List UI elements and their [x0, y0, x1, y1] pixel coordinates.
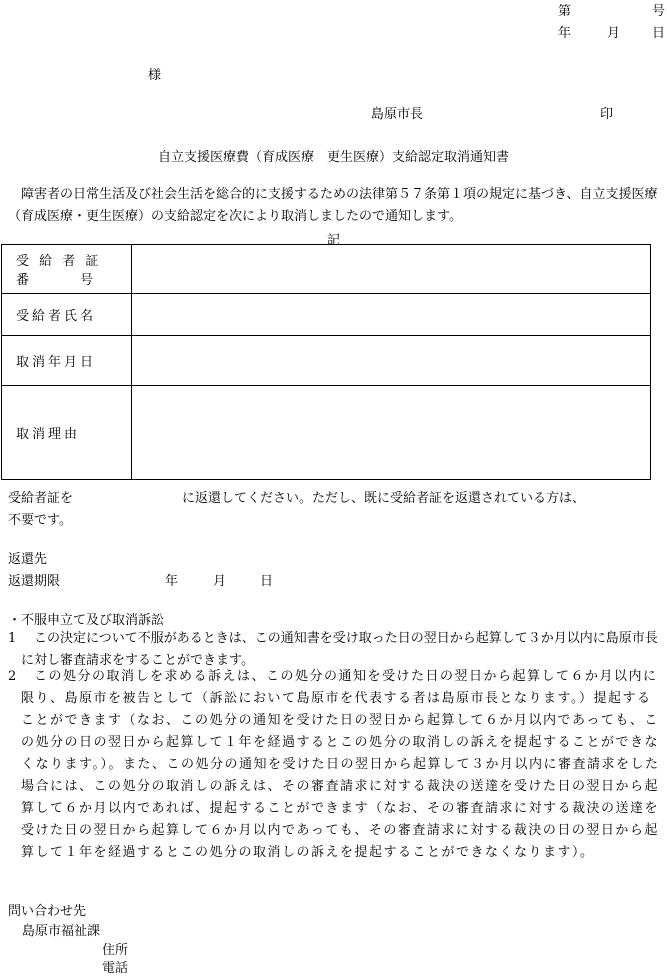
return-notice-end: 不要です。	[8, 513, 72, 528]
number-prefix: 第	[558, 4, 572, 19]
date-month-label: 月	[607, 26, 621, 41]
row-label-recipient-name: 受給者氏名	[2, 294, 132, 336]
recipient-name-value	[132, 294, 651, 336]
date-year-label: 年	[558, 26, 572, 41]
table-row	[2, 294, 651, 336]
contact-department: 島原市福祉課	[22, 924, 101, 939]
table-row	[2, 386, 651, 480]
appeal-item	[8, 666, 663, 864]
ki-heading: 記	[326, 233, 340, 248]
deadline-day-label: 日	[260, 574, 274, 589]
appeal-item-text: この決定について不服があるときは、この通知書を受け取った日の翌日から起算して３か月以内に島原市長に対し審査請求をすることができます。	[21, 631, 658, 668]
appeal-item-text: この処分の取消しを求める訴えは、この処分の通知を受けた日の翌日から起算して６か月以内に限り、島原市を被告として（訴訟において島原市を代表する者は島原市長となります。）提起することができます（なお、この処分の通知を受けた日の翌日から起算して６か月以内であっても、この処分の日の翌日から起算して１年を経過するとこの処分の取消しの訴えを提起することができなくなります。）。また、この処分の通知を受けた日の翌日から起算して３か月以内に審査請求をした場合には、この処分の取消しの訴えは、その審査請求に対する裁決の送達を受けた日の翌日から起算して６か月以内であれば、提起することができます（なお、その審査請求に対する裁決の送達を受けた日の翌日から起算して６か月以内であっても、その審査請求に対する裁決の日の翌日から起算して１年を経過するとこの処分の取消しの訴えを提起することができなくなります）。	[21, 669, 660, 860]
certificate-number-value	[132, 245, 651, 294]
certificate-info-table	[1, 244, 651, 480]
return-destination-label: 返還先	[8, 552, 48, 567]
deadline-year-label: 年	[165, 574, 179, 589]
row-label-cancel-reason: 取消理由	[2, 386, 132, 480]
appeal-item-number: 1	[8, 631, 17, 646]
document-title: 自立支援医療費（育成医療 更生医療）支給認定取消通知書	[157, 150, 509, 165]
contact-heading: 問い合わせ先	[8, 904, 87, 919]
contact-address-label: 住所	[102, 943, 129, 958]
table-row	[2, 245, 651, 294]
label-line: 番 号	[16, 273, 97, 288]
issuer-name: 島原市長	[371, 107, 424, 122]
recipient-suffix: 様	[148, 68, 162, 83]
row-label-certificate-number	[2, 245, 132, 294]
deadline-month-label: 月	[213, 574, 227, 589]
row-label-cancel-date: 取消年月日	[2, 336, 132, 386]
cancel-date-value	[132, 336, 651, 386]
intro-paragraph	[8, 184, 667, 228]
appeal-item-number: 2	[8, 669, 18, 684]
label-line: 受 給 者 証	[16, 254, 102, 269]
table-row	[2, 336, 651, 386]
return-notice-start: 受給者証を	[8, 491, 74, 506]
return-notice-middle: に返還してください。ただし、既に受給者証を返還されている方は、	[182, 491, 586, 506]
return-deadline-label: 返還期限	[8, 574, 61, 589]
contact-phone-label: 電話	[102, 961, 129, 976]
intro-text: 障害者の日常生活及び社会生活を総合的に支援するための法律第５７条第１項の規定に基づき、自立支援医療（育成医療・更生医療）の支給認定を次により取消しましたので通知します。	[8, 187, 658, 224]
date-day-label: 日	[652, 26, 666, 41]
appeal-heading: ・不服申立て及び取消訴訟	[8, 613, 165, 628]
seal-mark: 印	[600, 107, 614, 122]
number-suffix: 号	[652, 4, 666, 19]
cancel-reason-value	[132, 386, 651, 480]
